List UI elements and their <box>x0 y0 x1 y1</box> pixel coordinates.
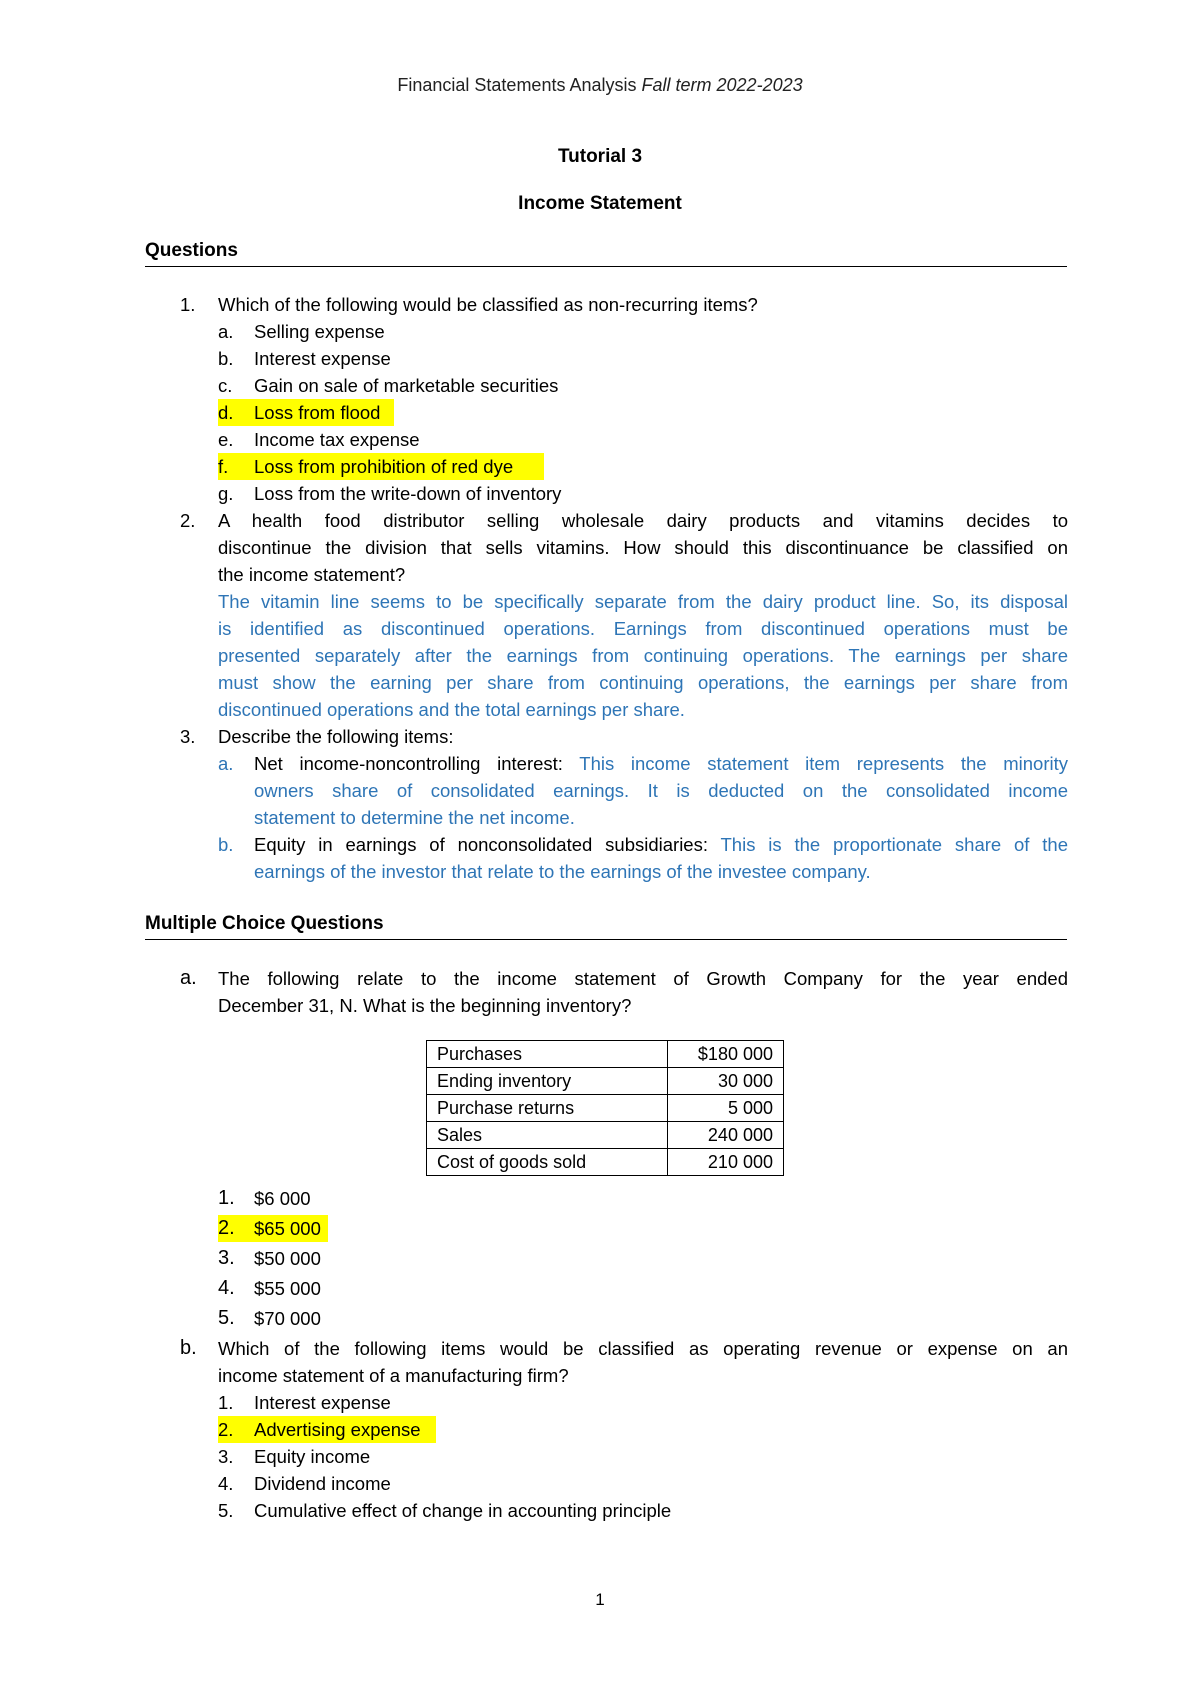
q1-option-text: Income tax expense <box>254 429 420 450</box>
q2-text-line: discontinue the division that sells vitamins. How should this discontinuance be classified on <box>218 537 1068 558</box>
q2-text-line: A health food distributor selling wholesale dairy products and vitamins decides to <box>218 510 1068 531</box>
q1-option-letter: g. <box>218 483 234 504</box>
q1-text: Which of the following would be classified as non-recurring items? <box>218 294 758 315</box>
table-row <box>427 1041 784 1068</box>
q3b-line <box>254 831 1068 858</box>
q1-number: 1. <box>180 294 196 315</box>
table-row <box>427 1149 784 1176</box>
mcb-option-text: Advertising expense <box>254 1419 421 1440</box>
q3a-answer-line: statement to determine the net income. <box>254 807 575 828</box>
q3a-answer-line: owners share of consolidated earnings. It is deducted on the consolidated income <box>254 780 1068 801</box>
q3a-letter: a. <box>218 753 234 774</box>
q2-answer-line: discontinued operations and the total earnings per share. <box>218 699 685 720</box>
term-label: Fall term 2022-2023 <box>641 75 803 95</box>
document-title: Income Statement <box>518 193 682 214</box>
q2-answer-line: is identified as discontinued operations. Earnings from discontinued operations must be <box>218 618 1068 639</box>
q2-text-line: the income statement? <box>218 564 406 585</box>
mcb-option-text: Cumulative effect of change in accounting principle <box>254 1500 672 1521</box>
q1-option-text: Gain on sale of marketable securities <box>254 375 559 396</box>
table-cell-value: $180 000 <box>668 1041 784 1068</box>
mcb-option-text: Dividend income <box>254 1473 391 1494</box>
section-mcq-heading: Multiple Choice Questions <box>145 913 1067 940</box>
q1-option-letter: f. <box>218 456 229 477</box>
mca-option-text: $50 000 <box>254 1248 321 1269</box>
q3b-answer-line: earnings of the investor that relate to the earnings of the investee company. <box>254 861 871 882</box>
table-cell-value: 210 000 <box>668 1149 784 1176</box>
page-number: 1 <box>595 1590 605 1609</box>
table-cell-label: Sales <box>427 1122 668 1149</box>
table-cell-label: Purchases <box>427 1041 668 1068</box>
q3a-answer: This income statement item represents the minority <box>579 753 1068 774</box>
mca-option-number: 1. <box>218 1187 235 1209</box>
q3-number: 3. <box>180 726 196 747</box>
inventory-data-table <box>426 1040 784 1176</box>
q1-option-text: Interest expense <box>254 348 391 369</box>
mca-option-text: $6 000 <box>254 1188 311 1209</box>
mca-text-line: December 31, N. What is the beginning inventory? <box>218 995 632 1016</box>
table-cell-label: Cost of goods sold <box>427 1149 668 1176</box>
q2-number: 2. <box>180 510 196 531</box>
q1-option-text: Loss from prohibition of red dye <box>254 456 514 477</box>
q2-answer-line: presented separately after the earnings from continuing operations. The earnings per share <box>218 645 1068 666</box>
q3-text: Describe the following items: <box>218 726 454 747</box>
table-cell-value: 30 000 <box>668 1068 784 1095</box>
q1-option-letter: a. <box>218 321 234 342</box>
q1-option-letter: d. <box>218 402 234 423</box>
mca-option-number: 4. <box>218 1277 235 1299</box>
mcb-option-number: 4. <box>218 1473 234 1494</box>
table-cell-label: Purchase returns <box>427 1095 668 1122</box>
q1-option-letter: c. <box>218 375 233 396</box>
table-cell-label: Ending inventory <box>427 1068 668 1095</box>
mca-option-number: 3. <box>218 1247 235 1269</box>
mcb-letter: b. <box>180 1337 197 1359</box>
q3a-term: Net income-noncontrolling interest: <box>254 753 563 774</box>
q3a-line <box>254 750 1068 777</box>
q2-answer-line: must show the earning per share from continuing operations, the earnings per share from <box>218 672 1068 693</box>
mcb-text-line: income statement of a manufacturing firm? <box>218 1365 569 1386</box>
q1-option-text: Selling expense <box>254 321 385 342</box>
q1-option-letter: b. <box>218 348 234 369</box>
q1-option-text: Loss from the write-down of inventory <box>254 483 562 504</box>
mca-letter: a. <box>180 967 197 989</box>
table-cell-value: 5 000 <box>668 1095 784 1122</box>
mcb-option-number: 3. <box>218 1446 234 1467</box>
q1-option-letter: e. <box>218 429 234 450</box>
section-questions-heading: Questions <box>145 240 1067 267</box>
mcb-option-text: Interest expense <box>254 1392 391 1413</box>
mcb-option-number: 1. <box>218 1392 234 1413</box>
mca-option-text: $65 000 <box>254 1218 321 1239</box>
mcb-option-text: Equity income <box>254 1446 371 1467</box>
mca-option-text: $70 000 <box>254 1308 321 1329</box>
table-cell-value: 240 000 <box>668 1122 784 1149</box>
mcb-option-number: 2. <box>218 1419 234 1440</box>
q3b-letter: b. <box>218 834 234 855</box>
q1-option-text: Loss from flood <box>254 402 381 423</box>
course-name: Financial Statements Analysis <box>397 75 637 95</box>
table-row <box>427 1068 784 1095</box>
mcb-option-number: 5. <box>218 1500 234 1521</box>
table-row <box>427 1095 784 1122</box>
q2-answer-line: The vitamin line seems to be specifically separate from the dairy product line. So, its disposal <box>218 591 1068 612</box>
mca-option-number: 5. <box>218 1307 235 1329</box>
q3b-answer: This is the proportionate share of the <box>720 834 1069 855</box>
q3b-term: Equity in earnings of nonconsolidated subsidiaries: <box>254 834 708 855</box>
tutorial-title: Tutorial 3 <box>557 146 643 167</box>
mca-text-line: The following relate to the income statement of Growth Company for the year ended <box>218 968 1068 989</box>
mca-option-number: 2. <box>218 1217 235 1239</box>
table-row <box>427 1122 784 1149</box>
mcb-text-line: Which of the following items would be classified as operating revenue or expense on an <box>218 1338 1068 1359</box>
mca-option-text: $55 000 <box>254 1278 321 1299</box>
page-header <box>0 75 1200 96</box>
